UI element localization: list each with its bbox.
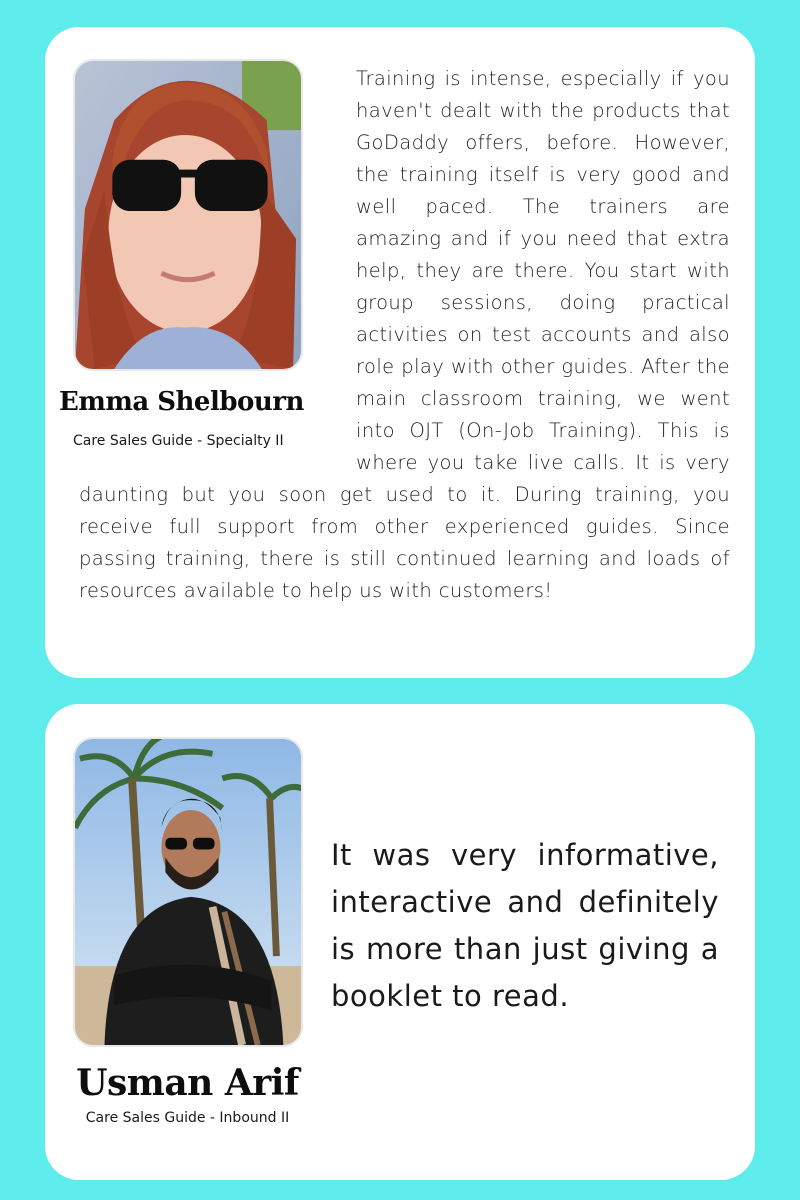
profile-photo (73, 737, 303, 1047)
person-name: Usman Arif (76, 1062, 299, 1104)
person-role: Care Sales Guide - Inbound II (85, 1110, 290, 1126)
testimonial-card (45, 704, 755, 1180)
quote-text: Training is intense, especially if you haven't dealt with the products that GoDaddy offers, before. However, the training itself is very good and well paced. The trainers are amazing and if you need that extra help, they are there. You start with group sessions, doing practical activities on test accounts and also role play with other guides. After the main classroom training, we went into OJT (On-Job Training). This is where you take live calls. It is very daunting but you soon get used to it. During training, you receive full support from other experienced guides. Since passing training, there is still continued learning and loads of resources available to help us with customers! (79, 67, 730, 602)
testimonial-quote: It was very informative, interactive and definitely is more than just giving a booklet to read. (331, 838, 719, 1013)
testimonial-card (45, 27, 755, 678)
person-role: Care Sales Guide - Specialty II (73, 433, 284, 449)
quote-text-spacer (79, 63, 347, 477)
testimonial-quote (79, 63, 730, 607)
person-name: Emma Shelbourn (59, 387, 304, 417)
